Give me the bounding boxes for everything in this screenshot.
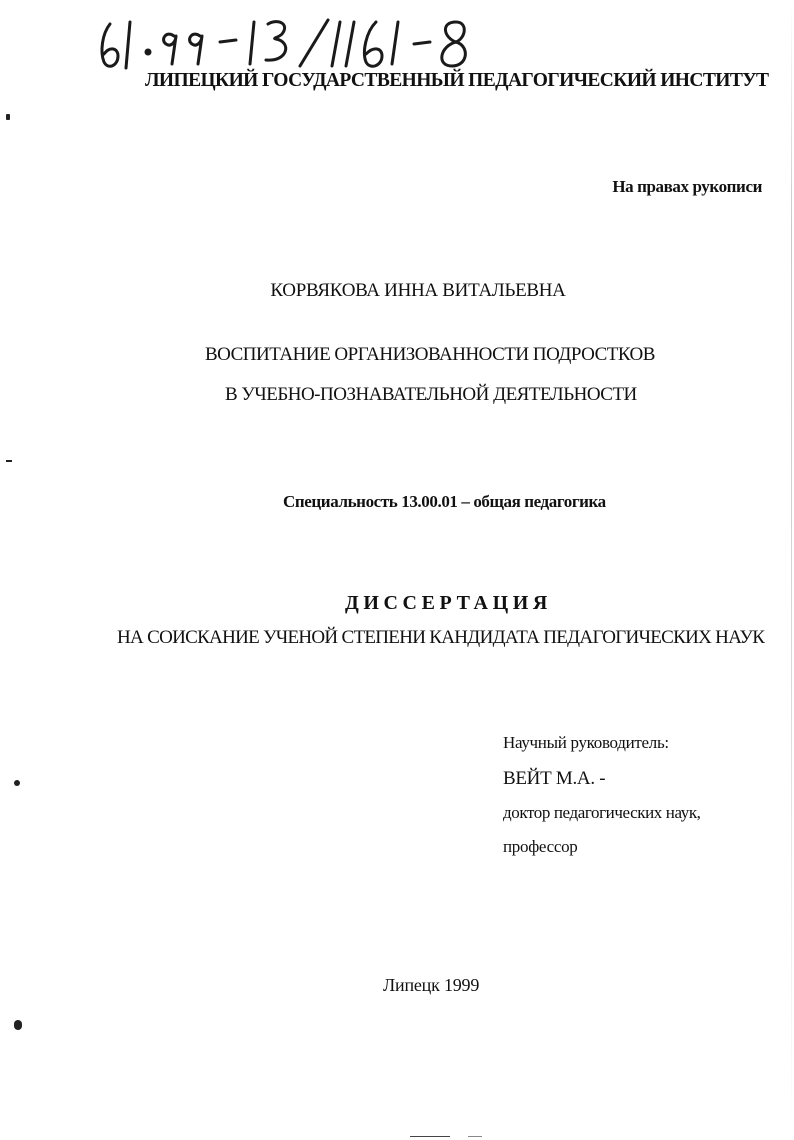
rights-note: На правах рукописи [612, 177, 762, 196]
degree-line: НА СОИСКАНИЕ УЧЕНОЙ СТЕПЕНИ КАНДИДАТА ПЕДАГОГИЧЕСКИХ НАУК [117, 627, 765, 648]
scan-mark [6, 114, 10, 120]
author-name: КОРВЯКОВА ИННА ВИТАЛЬЕВНА [270, 280, 566, 301]
institute-name: ЛИПЕЦКИЙ ГОСУДАРСТВЕННЫЙ ПЕДАГОГИЧЕСКИЙ ИНСТИТУТ [145, 70, 769, 91]
scan-edge [791, 0, 792, 1140]
supervisor-label: Научный руководитель: [503, 733, 669, 752]
thesis-title-line-2: В УЧЕБНО-ПОЗНАВАТЕЛЬНОЙ ДЕЯТЕЛЬНОСТИ [225, 384, 637, 405]
scan-mark [468, 1136, 482, 1137]
specialty: Специальность 13.00.01 – общая педагогика [283, 492, 606, 511]
handwritten-number-drawing [96, 12, 486, 74]
thesis-title-line-1: ВОСПИТАНИЕ ОРГАНИЗОВАННОСТИ ПОДРОСТКОВ [205, 344, 655, 365]
document-type: ДИССЕРТАЦИЯ [345, 592, 552, 614]
handwritten-archive-number [96, 12, 486, 74]
supervisor-degree: доктор педагогических наук, [503, 803, 701, 822]
scan-mark [410, 1136, 450, 1137]
scan-mark [14, 1020, 22, 1030]
scan-mark [6, 460, 12, 462]
scan-mark [14, 780, 20, 786]
city-year: Липецк 1999 [383, 975, 480, 995]
supervisor-title: профессор [503, 837, 578, 856]
supervisor-name: ВЕЙТ М.А. - [503, 768, 606, 789]
